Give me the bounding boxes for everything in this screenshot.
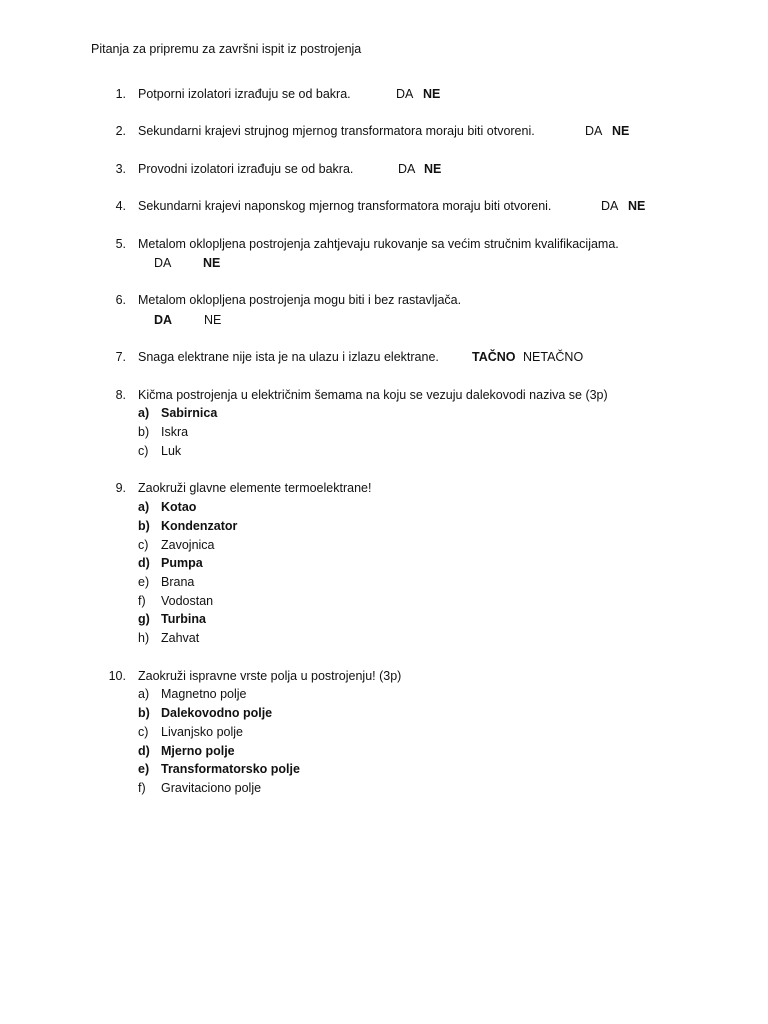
- option-letter: a): [138, 687, 150, 701]
- option-letter: b): [138, 706, 150, 720]
- answer-da: DA: [154, 256, 172, 270]
- option-text: Livanjsko polje: [161, 725, 243, 739]
- question-text: Zaokruži glavne elemente termoelektrane!: [138, 481, 372, 495]
- question-number: 8.: [115, 388, 126, 402]
- option-letter: g): [138, 612, 150, 626]
- question-number: 1.: [115, 87, 126, 101]
- option-letter: a): [138, 406, 150, 420]
- question-text: Zaokruži ispravne vrste polja u postrojenju! (3p): [138, 669, 402, 683]
- answer-ne: NE: [423, 87, 441, 101]
- answer-ne: NE: [424, 162, 442, 176]
- option-letter: b): [138, 519, 150, 533]
- answer-da: DA: [398, 162, 416, 176]
- answer-tacno: TAČNO: [472, 350, 516, 364]
- question-number: 9.: [115, 481, 126, 495]
- option-text: Dalekovodno polje: [161, 706, 273, 720]
- question-number: 5.: [115, 237, 126, 251]
- answer-ne: NE: [204, 313, 222, 327]
- option-text: Brana: [161, 575, 195, 589]
- question-number: 10.: [108, 669, 126, 683]
- question-text: Provodni izolatori izrađuju se od bakra.: [138, 162, 354, 176]
- question-text: Sekundarni krajevi naponskog mjernog transformatora moraju biti otvoreni.: [138, 199, 552, 213]
- option-text: Magnetno polje: [161, 687, 247, 701]
- option-text: Pumpa: [161, 556, 203, 570]
- option-text: Vodostan: [161, 594, 214, 608]
- question-text: Sekundarni krajevi strujnog mjernog transformatora moraju biti otvoreni.: [138, 124, 535, 138]
- answer-da: DA: [154, 313, 173, 327]
- option-text: Transformatorsko polje: [161, 762, 300, 776]
- option-text: Turbina: [161, 612, 206, 626]
- question-text: Potporni izolatori izrađuju se od bakra.: [138, 87, 351, 101]
- option-letter: h): [138, 631, 150, 645]
- answer-da: DA: [601, 199, 619, 213]
- option-letter: f): [138, 594, 146, 608]
- answer-netacno: NETAČNO: [523, 350, 584, 364]
- question-text: Kičma postrojenja u električnim šemama na koju se vezuju dalekovodi naziva se (3p): [138, 388, 608, 402]
- question-text: Metalom oklopljena postrojenja mogu biti i bez rastavljača.: [138, 293, 462, 307]
- option-letter: d): [138, 744, 150, 758]
- option-text: Luk: [161, 444, 182, 458]
- question-number: 2.: [115, 124, 126, 138]
- answer-da: DA: [396, 87, 414, 101]
- option-letter: d): [138, 556, 150, 570]
- answer-ne: NE: [203, 256, 221, 270]
- option-letter: f): [138, 781, 146, 795]
- option-text: Kondenzator: [161, 519, 238, 533]
- question-number: 3.: [115, 162, 126, 176]
- option-letter: c): [138, 538, 149, 552]
- option-letter: c): [138, 444, 149, 458]
- document-title: Pitanja za pripremu za završni ispit iz postrojenja: [91, 42, 362, 56]
- option-text: Iskra: [161, 425, 189, 439]
- option-text: Zavojnica: [161, 538, 215, 552]
- question-text: Snaga elektrane nije ista je na ulazu i izlazu elektrane.: [138, 350, 439, 364]
- question-text: Metalom oklopljena postrojenja zahtjevaju rukovanje sa većim stručnim kvalifikacijama.: [138, 237, 619, 251]
- option-letter: c): [138, 725, 149, 739]
- answer-ne: NE: [628, 199, 646, 213]
- option-letter: a): [138, 500, 150, 514]
- option-letter: e): [138, 762, 150, 776]
- question-number: 4.: [115, 199, 126, 213]
- option-text: Gravitaciono polje: [161, 781, 262, 795]
- option-text: Zahvat: [161, 631, 200, 645]
- option-text: Mjerno polje: [161, 744, 235, 758]
- answer-da: DA: [585, 124, 603, 138]
- answer-ne: NE: [612, 124, 630, 138]
- option-text: Sabirnica: [161, 406, 218, 420]
- question-number: 6.: [115, 293, 126, 307]
- option-letter: b): [138, 425, 150, 439]
- option-text: Kotao: [161, 500, 197, 514]
- question-number: 7.: [115, 350, 126, 364]
- option-letter: e): [138, 575, 150, 589]
